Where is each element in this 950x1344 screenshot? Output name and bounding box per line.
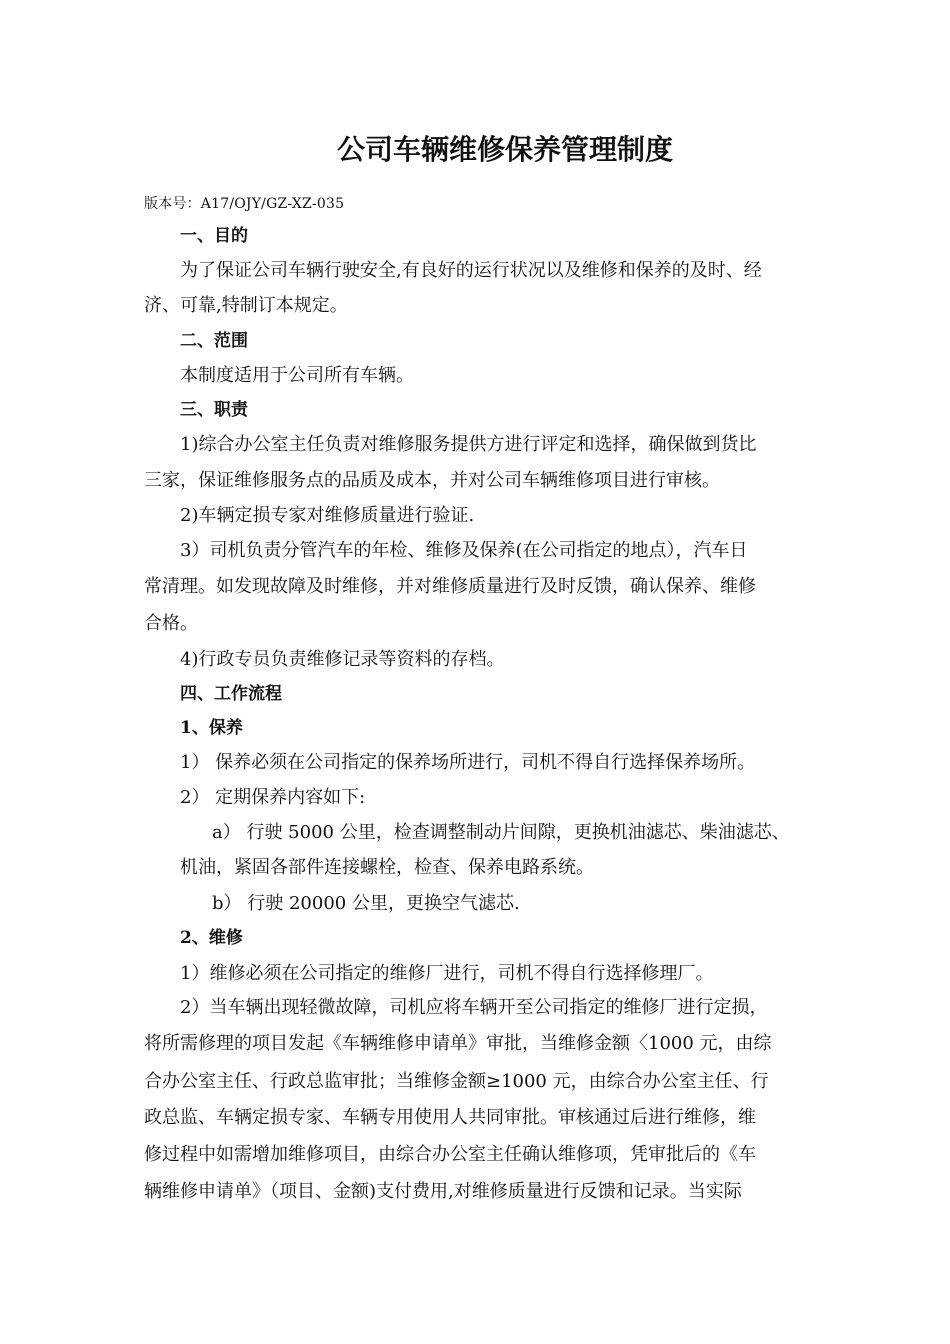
list-item: a） 行驶 5000 公里，检查调整制动片间隙，更换机油滤芯、柴油滤芯、 — [212, 822, 790, 843]
paragraph-line: 2)车辆定损专家对维修质量进行验证. — [180, 505, 475, 526]
paragraph-line: 政总监、车辆定损专家、车辆专用使用人共同审批。审核通过后进行维修，维 — [144, 1107, 756, 1128]
paragraph-line: 济、可靠,特制订本规定。 — [144, 295, 348, 316]
list-item: 1） 保养必须在公司指定的保养场所进行，司机不得自行选择保养场所。 — [180, 752, 756, 773]
document-title: 公司车辆维修保养管理制度 — [336, 133, 673, 166]
paragraph-line: 合办公室主任、行政总监审批；当维修金额≥1000 元，由综合办公室主任、行 — [144, 1071, 769, 1092]
paragraph-line: 4)行政专员负责维修记录等资料的存档。 — [180, 649, 505, 670]
list-item: 2） 定期保养内容如下: — [180, 787, 366, 808]
heading-maintenance: 1、保养 — [180, 718, 243, 738]
paragraph-line: 合格。 — [144, 613, 198, 634]
paragraph-line: 修过程中如需增加维修项目，由综合办公室主任确认维修项，凭审批后的《车 — [144, 1144, 756, 1165]
paragraph-line: 3）司机负责分管汽车的年检、维修及保养(在公司指定的地点），汽车日 — [180, 540, 748, 561]
heading-purpose: 一、目的 — [180, 226, 248, 246]
heading-workflow: 四、工作流程 — [180, 684, 282, 704]
paragraph-line: 1)综合办公室主任负责对维修服务提供方进行评定和选择，确保做到货比 — [180, 434, 757, 455]
list-item: b） 行驶 20000 公里，更换空气滤芯. — [212, 893, 520, 914]
paragraph-line: 辆维修申请单》（项目、金额)支付费用,对维修质量进行反馈和记录。当实际 — [144, 1181, 742, 1202]
paragraph-line: 2）当车辆出现轻微故障，司机应将车辆开至公司指定的维修厂进行定损， — [180, 997, 768, 1018]
list-item: 机油，紧固各部件连接螺栓，检查、保养电路系统。 — [180, 857, 594, 878]
paragraph-line: 常清理。如发现故障及时维修，并对维修质量进行及时反馈，确认保养、维修 — [144, 576, 756, 597]
paragraph-line: 1）维修必须在公司指定的维修厂进行，司机不得自行选择修理厂。 — [180, 963, 714, 984]
paragraph-line: 为了保证公司车辆行驶安全,有良好的运行状况以及维修和保养的及时、经 — [180, 260, 762, 281]
version-number: 版本号：A17/OJY/GZ-XZ-035 — [144, 196, 345, 212]
paragraph-line: 将所需修理的项目发起《车辆维修申请单》审批，当维修金额〈1000 元，由综 — [144, 1033, 772, 1054]
heading-duties: 三、职责 — [180, 400, 248, 420]
paragraph-line: 三家，保证维修服务点的品质及成本，并对公司车辆维修项目进行审核。 — [144, 470, 720, 491]
paragraph-line: 本制度适用于公司所有车辆。 — [180, 365, 414, 386]
heading-repair: 2、维修 — [180, 928, 243, 948]
heading-scope: 二、范围 — [180, 331, 248, 351]
